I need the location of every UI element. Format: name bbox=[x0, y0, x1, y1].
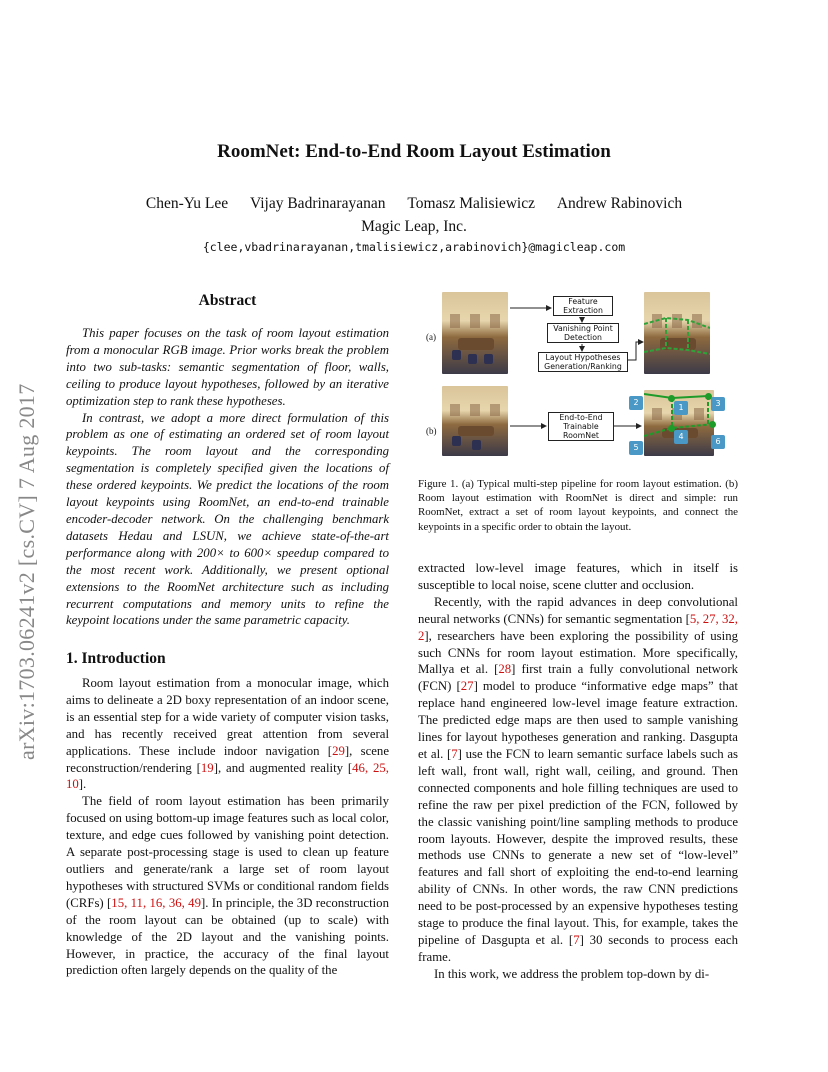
author-emails: {clee,vbadrinarayanan,tmalisiewicz,arabinovich}@magicleap.com bbox=[202, 240, 626, 254]
introduction-body bbox=[66, 675, 389, 979]
author-name: Vijay Badrinarayanan bbox=[249, 195, 386, 212]
figure-panel-label: (b) bbox=[426, 426, 437, 436]
body-paragraph: Recently, with the rapid advances in deep convolutional neural networks (CNNs) for semantic segmentation [5, 27, 32, 2], researchers have been exploring the possibility of using such CNNs for room layout estimation. More specifically, Mallya et al. [28] first train a fully convolutional network (FCN) [27] model to produce “informative edge maps” that replace hand engineered low-level image feature extraction. The predicted edge maps are then used to sample vanishing lines for layout hypotheses generation and ranking. Dasgupta et al. [7] use the FCN to learn semantic surface labels such as left wall, front wall, right wall, ceiling, and ground. Then connected components and hole filling techniques are used to refine the raw per pixel prediction of the FCN, followed by the classic vanishing point/line sampling methods to produce room layouts. However, despite the improved results, these methods use CNNs to generate a new set of “low-level” features and fall short of exploiting the end-to-end learning ability of CNNs. In other words, the raw CNN predictions need to be post-processed by an expensive hypotheses testing stage to produce the final layout. This, for example, takes the pipeline of Dasgupta et al. [7] 30 seconds to process each frame. bbox=[418, 594, 739, 964]
abstract-paragraph: This paper focuses on the task of room layout estimation from a monocular RGB image. Prior works break the problem into two sub-tasks: semantic segmentation of floor, walls, ceiling to produce layout hypotheses, followed by an iterative optimization step to rank these hypotheses. bbox=[66, 326, 389, 408]
figure-1 bbox=[418, 288, 740, 460]
pipeline-step-feature-extraction: Feature Extraction bbox=[553, 296, 613, 316]
citation-link[interactable]: 7 bbox=[451, 746, 458, 761]
introduction-body-continued bbox=[418, 560, 738, 983]
section-heading-introduction: 1. Introduction bbox=[66, 650, 166, 667]
pipeline-step-layout-hypotheses: Layout Hypotheses Generation/Ranking bbox=[538, 352, 628, 372]
citation-link[interactable]: 7 bbox=[573, 932, 580, 947]
keypoint-badge: 3 bbox=[711, 397, 725, 411]
pipeline-step-roomnet: End-to-End Trainable RoomNet bbox=[548, 412, 614, 441]
author-name: Chen-Yu Lee bbox=[145, 195, 229, 212]
room-photo-layout-result bbox=[644, 292, 710, 374]
body-paragraph: The field of room layout estimation has been primarily focused on using bottom-up image features such as local color, texture, and edge cues followed by vanishing point detection. A separate post-processing stage is used to clean up feature outliers and generate/rank a large set of room layout hypotheses with structured SVMs or conditional random fields (CRFs) [15, 11, 16, 36, 49]. In principle, the 3D reconstruction of the room layout can be obtained (up to scale) with knowledge of the 2D layout and the vanishing points. However, in practice, the accuracy of the final layout prediction often largely depends on the quality of the bbox=[66, 794, 389, 978]
citation-link[interactable]: 5, 27, 32, 2 bbox=[418, 611, 738, 643]
abstract-body bbox=[66, 325, 389, 629]
author-list bbox=[0, 195, 828, 213]
keypoint-badge: 6 bbox=[711, 435, 725, 449]
citation-link[interactable]: 19 bbox=[200, 760, 214, 775]
author-name: Andrew Rabinovich bbox=[556, 195, 683, 212]
body-paragraph: In this work, we address the problem top-down by di- bbox=[434, 966, 710, 981]
abstract-heading: Abstract bbox=[198, 292, 257, 309]
keypoint-dot bbox=[709, 421, 716, 428]
citation-link[interactable]: 15, 11, 16, 36, 49 bbox=[111, 895, 201, 910]
citation-link[interactable]: 28 bbox=[498, 662, 512, 677]
abstract-paragraph: In contrast, we adopt a more direct formulation of this problem as one of estimating an ordered set of room layout keypoints. The room layout and the corresponding segmentation is completely specified given the locations of these ordered keypoints. We predict the locations of the room layout keypoints using RoomNet, an end-to-end trainable encoder-decoder network. On the challenging benchmark datasets Hedau and LSUN, we achieve state-of-the-art performance along with 200× to 600× speedup compared to the most recent work. Additionally, we present optional extensions to the RoomNet architecture such as including recurrent computations and memory units to refine the keypoint locations under the same parametric capacity. bbox=[66, 410, 389, 628]
pipeline-step-vanishing-point: Vanishing Point Detection bbox=[547, 323, 619, 343]
figure-caption: Figure 1. (a) Typical multi-step pipeline for room layout estimation. (b) Room layout estimation with RoomNet is direct and simple: run RoomNet, extract a set of room layout keypoints, and connect the keypoints in a specific order to obtain the layout. bbox=[418, 478, 738, 533]
keypoint-badge: 4 bbox=[674, 430, 688, 444]
figure-panel-label: (a) bbox=[426, 332, 436, 342]
room-photo-keypoint-result bbox=[644, 390, 714, 456]
citation-link[interactable]: 46, 25, 10 bbox=[66, 760, 390, 792]
citation-link[interactable]: 27 bbox=[460, 679, 474, 694]
keypoint-badge: 5 bbox=[629, 441, 643, 455]
author-name: Tomasz Malisiewicz bbox=[407, 195, 535, 212]
keypoint-badge: 1 bbox=[674, 401, 688, 415]
keypoint-badge: 2 bbox=[629, 396, 643, 410]
paper-title: RoomNet: End-to-End Room Layout Estimation bbox=[217, 141, 611, 162]
affiliation: Magic Leap, Inc. bbox=[361, 218, 467, 235]
arxiv-stamp-text: arXiv:1703.06241v2 [cs.CV] 7 Aug 2017 bbox=[14, 383, 39, 760]
body-paragraph: extracted low-level image features, which in itself is susceptible to local noise, scene clutter and occlusion. bbox=[418, 561, 738, 592]
arxiv-stamp bbox=[14, 340, 44, 760]
body-paragraph: Room layout estimation from a monocular image, which aims to delineate a 2D boxy representation of an indoor scene, is an essential step for a wide variety of computer vision tasks, and has recently received great attention from several applications. These include indoor navigation [29], scene reconstruction/rendering [19], and augmented reality [46, 25, 10]. bbox=[66, 676, 390, 792]
citation-link[interactable]: 29 bbox=[332, 743, 345, 758]
